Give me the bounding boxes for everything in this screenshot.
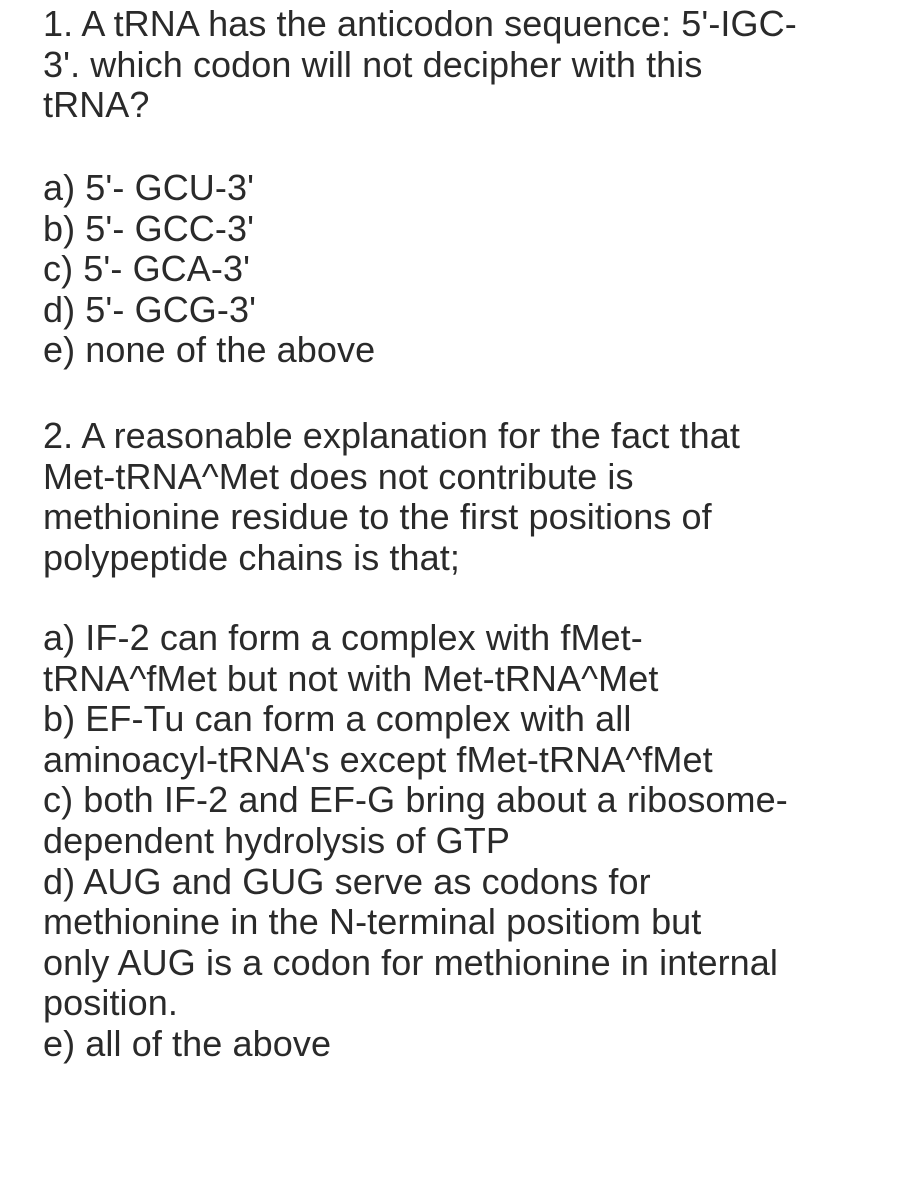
question-2-option-c-line: c) both IF-2 and EF-G bring about a ribosome- <box>43 779 788 821</box>
question-2-option-a-line: tRNA^fMet but not with Met-tRNA^Met <box>43 657 659 699</box>
question-2-options <box>43 618 788 1065</box>
question-1-option-b: b) 5'- GCC-3' <box>43 207 255 249</box>
question-1-line: 1. A tRNA has the anticodon sequence: 5'-IGC- <box>43 3 797 44</box>
question-2-option-d-line: position. <box>43 982 178 1024</box>
question-1-stem <box>43 4 797 126</box>
question-2-option-a-line: a) IF-2 can form a complex with fMet- <box>43 617 643 658</box>
question-2-option-b-line: b) EF-Tu can form a complex with all <box>43 698 632 740</box>
question-2-line: Met-tRNA^Met does not contribute is <box>43 455 634 497</box>
question-1-option-d: d) 5'- GCG-3' <box>43 288 257 330</box>
question-1-options <box>43 168 375 371</box>
question-2-stem <box>43 416 740 578</box>
question-2-line: polypeptide chains is that; <box>43 536 460 578</box>
question-1-option-a: a) 5'- GCU-3' <box>43 167 255 208</box>
question-2-line: 2. A reasonable explanation for the fact that <box>43 415 740 456</box>
question-2-option-d-line: d) AUG and GUG serve as codons for <box>43 860 651 902</box>
question-2-option-e-line: e) all of the above <box>43 1022 332 1064</box>
question-2-option-b-line: aminoacyl-tRNA's except fMet-tRNA^fMet <box>43 738 713 780</box>
question-1-line: 3'. which codon will not decipher with this <box>43 43 703 85</box>
question-2-option-d-line: methionine in the N-terminal positiom but <box>43 901 702 943</box>
question-2-option-c-line: dependent hydrolysis of GTP <box>43 819 510 861</box>
question-1-line: tRNA? <box>43 84 150 126</box>
question-2-option-d-line: only AUG is a codon for methionine in internal <box>43 941 779 983</box>
question-1-option-c: c) 5'- GCA-3' <box>43 248 251 290</box>
question-1-option-e: e) none of the above <box>43 329 376 371</box>
question-2-line: methionine residue to the first positions of <box>43 496 712 538</box>
